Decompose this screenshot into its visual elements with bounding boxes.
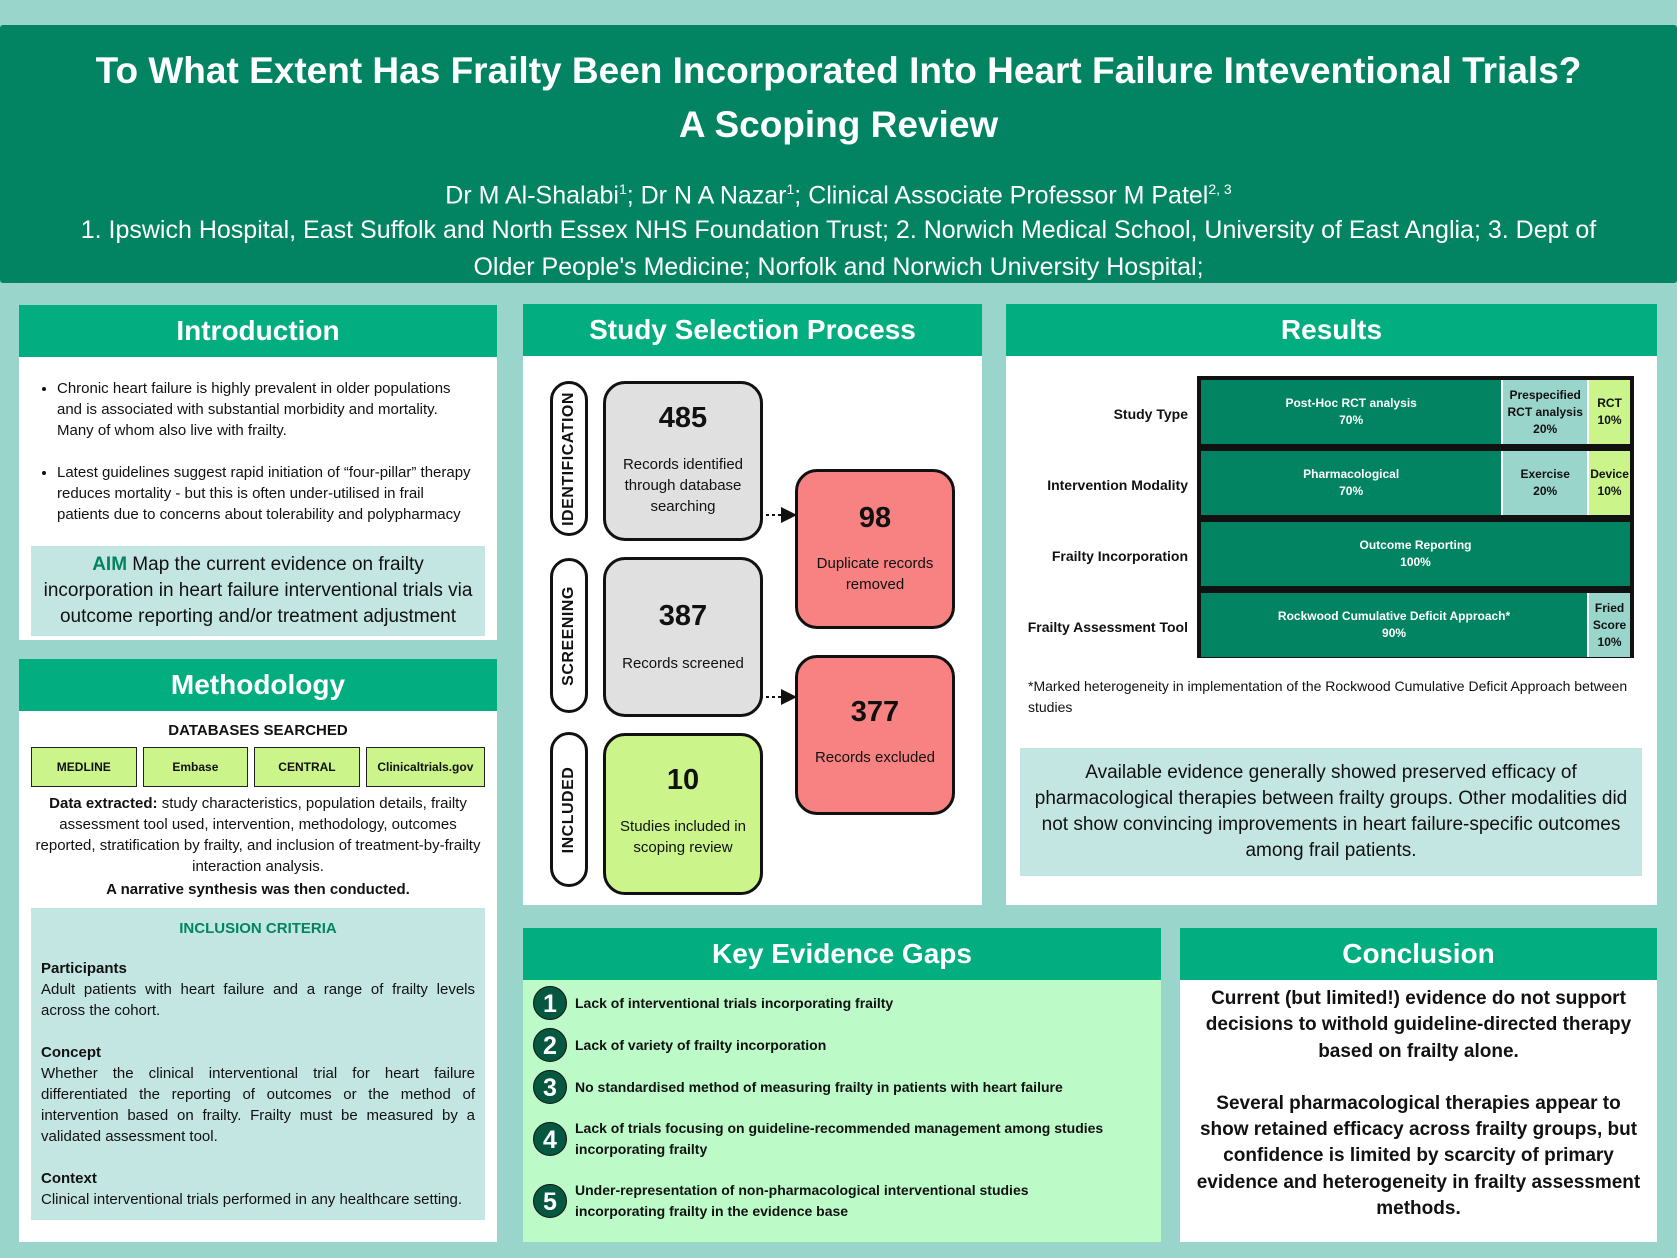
- intro-bullet-1: • Chronic heart failure is highly prevalent in older populations and is associated with substantial morbidity and mortality. Many of whom also live with frailty.: [57, 378, 477, 441]
- participants-heading: Participants: [41, 960, 127, 977]
- gap-item-4: [533, 1118, 1153, 1160]
- bar-segment-percent: 100%: [1400, 555, 1431, 569]
- bar-segment-label: Exercise: [1520, 467, 1570, 481]
- bar-segment-label: Prespecified RCT analysis: [1507, 387, 1583, 419]
- methodology-panel: [19, 659, 497, 1242]
- bar-row-frailty-incorporation: [1201, 522, 1630, 586]
- aim-text: Map the current evidence on frailty incorporation in heart failure interventional trials via outcome reporting and/or treatment adjustment: [43, 554, 473, 627]
- bar-segment-outcome-reporting: [1201, 522, 1630, 586]
- flow-diagram: [523, 356, 982, 911]
- identified-count: 485: [658, 402, 708, 434]
- bar-segment-label: Post-Hoc RCT analysis: [1285, 396, 1417, 410]
- stage-screening: [550, 558, 588, 713]
- results-heading: Results: [1006, 304, 1657, 356]
- bar-row-frailty-assessment-tool: [1201, 593, 1630, 657]
- identified-box: [603, 381, 763, 541]
- row-label-study-type: Study Type: [1113, 406, 1188, 422]
- conclusion-paragraph-1: Current (but limited!) evidence do not support decisions to withold guideline-directed therapy based on frailty alone.: [1205, 988, 1632, 1062]
- poster-header: [0, 25, 1677, 283]
- narrative-synthesis: A narrative synthesis was then conducted.: [106, 881, 410, 898]
- introduction-heading: Introduction: [19, 305, 497, 357]
- bar-row-intervention-modality: [1201, 451, 1630, 515]
- bar-segment-pharmacological: [1201, 451, 1501, 515]
- conclusion-spacer: [1194, 1065, 1643, 1091]
- bar-segment-label: RCT: [1597, 396, 1622, 410]
- concept-text: Whether the clinical interventional trial for heart failure differentiated the reporting of outcomes or the method of intervention based on frailty. Frailty must be measured by a validated assessment tool.: [41, 1065, 475, 1145]
- row-label-frailty-assessment-tool: Frailty Assessment Tool: [1027, 619, 1188, 635]
- row-label-intervention-modality: Intervention Modality: [1047, 477, 1188, 493]
- inclusion-criteria-title: INCLUSION CRITERIA: [179, 920, 337, 937]
- bar-segment-percent: 20%: [1533, 484, 1558, 498]
- results-footnote: *Marked heterogeneity in implementation of the Rockwood Cumulative Deficit Approach between studies: [1028, 678, 1628, 715]
- bar-segment-label: Pharmacological: [1303, 467, 1400, 481]
- study-selection-panel: [523, 304, 982, 905]
- bar-segment-percent: 10%: [1597, 634, 1622, 649]
- screened-box: [603, 557, 763, 717]
- context-heading: Context: [41, 1170, 97, 1187]
- gap-text-5: Under-representation of non-pharmacological interventional studies incorporating frailty in the evidence base: [575, 1182, 1029, 1219]
- bar-segment-exercise: [1501, 451, 1587, 515]
- included-count: 10: [666, 764, 700, 796]
- excluded-box: [795, 655, 955, 815]
- bar-segment-percent: 70%: [1339, 484, 1364, 498]
- aim-box: [31, 546, 485, 636]
- database-medline: MEDLINE: [31, 747, 137, 787]
- author-3-affil: 2, 3: [1208, 181, 1232, 197]
- bar-segment-rockwood-cumulative-deficit-approach: [1201, 593, 1587, 657]
- conclusion-heading: Conclusion: [1180, 928, 1657, 980]
- bar-row-study-type: [1201, 380, 1630, 444]
- affiliations: 1. Ipswich Hospital, East Suffolk and North Essex NHS Foundation Trust; 2. Norwich Medical School, University of East Anglia; 3. Dept of Older People's Medicine; Norfolk and Norwich University Hospital;: [80, 216, 1597, 282]
- bar-segment-percent: 70%: [1339, 413, 1364, 427]
- author-3: ; Clinical Associate Professor M Patel: [794, 181, 1209, 210]
- bar-segment-label: Fried Score: [1592, 600, 1627, 632]
- results-summary: Available evidence generally showed preserved efficacy of pharmacological therapies between frailty groups. Other modalities did not show convincing improvements in heart failure-specific outcomes among frail patients.: [1020, 748, 1642, 876]
- row-label-frailty-incorporation: Frailty Incorporation: [1051, 548, 1188, 564]
- conclusion-paragraph-2: Several pharmacological therapies appear to show retained efficacy across frailty groups, but confidence is limited by scarcity of primary evidence and heterogeneity in frailty assessment methods.: [1196, 1092, 1641, 1220]
- data-extracted-label: Data extracted:: [49, 795, 158, 812]
- gap-item-2: [533, 1028, 826, 1062]
- stage-included: [550, 732, 588, 887]
- stage-identification-label: IDENTIFICATION: [560, 391, 577, 526]
- introduction-panel: [19, 305, 497, 640]
- included-label: Studies included in scoping review: [620, 818, 746, 856]
- gap-text-4: Lack of trials focusing on guideline-recommended management among studies incorporating frailty: [575, 1120, 1104, 1157]
- aim-label: AIM: [92, 554, 128, 575]
- bar-segment-percent: 10%: [1597, 484, 1622, 498]
- excluded-count: 377: [850, 696, 900, 728]
- included-box: [603, 733, 763, 895]
- authors: [0, 172, 1677, 212]
- bar-segment-fried-score: [1587, 593, 1630, 657]
- evidence-gaps-heading: Key Evidence Gaps: [523, 928, 1161, 980]
- gap-number-5: 5: [533, 1184, 567, 1218]
- bar-segment-percent: 90%: [1382, 626, 1407, 640]
- duplicates-box: [795, 469, 955, 629]
- title-line-2: A Scoping Review: [678, 104, 999, 145]
- gap-number-4: 4: [533, 1122, 567, 1156]
- concept-heading: Concept: [41, 1044, 101, 1061]
- conclusion-body: [1180, 980, 1657, 1222]
- results-body: [1006, 356, 1657, 905]
- gap-item-5: [533, 1180, 1073, 1222]
- data-extracted: [19, 787, 497, 877]
- database-clinicaltrials: Clinicaltrials.gov: [366, 747, 485, 787]
- poster-title: [0, 25, 1677, 152]
- author-1-affil: 1: [618, 181, 627, 197]
- gap-number-1: 1: [533, 986, 567, 1020]
- gap-number-2: 2: [533, 1028, 567, 1062]
- gap-item-3: [533, 1070, 1063, 1104]
- database-central: CENTRAL: [254, 747, 360, 787]
- inclusion-criteria-box: [31, 908, 485, 1220]
- evidence-gaps-panel: [523, 928, 1161, 1242]
- bar-segment-percent: 10%: [1597, 413, 1622, 427]
- bar-segment-label: Rockwood Cumulative Deficit Approach*: [1277, 609, 1511, 623]
- stage-screening-label: SCREENING: [560, 585, 577, 686]
- gap-item-1: [533, 986, 893, 1020]
- databases-title: DATABASES SEARCHED: [168, 722, 348, 739]
- conclusion-panel: [1180, 928, 1657, 1242]
- duplicates-label: Duplicate records removed: [816, 555, 934, 593]
- gap-text-2: Lack of variety of frailty incorporation: [575, 1036, 827, 1053]
- screened-label: Records screened: [622, 655, 744, 672]
- bar-segment-post-hoc-rct-analysis: [1201, 380, 1501, 444]
- database-embase: Embase: [143, 747, 249, 787]
- bar-segment-label: Outcome Reporting: [1359, 538, 1472, 552]
- author-2: ; Dr N A Nazar: [626, 181, 787, 210]
- introduction-bullets: [19, 357, 497, 525]
- intro-bullet-2: • Latest guidelines suggest rapid initiation of “four-pillar” therapy reduces mortality - but this is often under-utilised in frail patients due to concerns about tolerability and polypharmacy: [57, 462, 477, 525]
- gap-text-1: Lack of interventional trials incorporating frailty: [575, 994, 894, 1011]
- duplicates-count: 98: [858, 502, 892, 534]
- data-extracted-text: study characteristics, population details, frailty assessment tool used, intervention, methodology, outcomes reported, stratification by frailty, and inclusion of treatment-by-frailty interaction analysis.: [35, 795, 481, 875]
- screened-count: 387: [658, 600, 708, 632]
- results-bar-chart: [1197, 376, 1634, 658]
- participants-text: Adult patients with heart failure and a range of frailty levels across the cohort.: [41, 981, 475, 1019]
- bar-segment-device: [1587, 451, 1630, 515]
- databases-row: [31, 747, 485, 787]
- study-selection-heading: Study Selection Process: [523, 304, 982, 356]
- author-2-affil: 1: [786, 181, 795, 197]
- stage-identification: [550, 381, 588, 536]
- author-1: Dr M Al-Shalabi: [445, 181, 619, 210]
- bar-segment-prespecified-rct-analysis: [1501, 380, 1587, 444]
- bar-segment-rct: [1587, 380, 1630, 444]
- excluded-label: Records excluded: [814, 749, 936, 766]
- title-line-1: To What Extent Has Frailty Been Incorporated Into Heart Failure Inteventional Trials?: [95, 50, 1582, 91]
- stage-included-label: INCLUDED: [560, 766, 577, 853]
- context-text: Clinical interventional trials performed in any healthcare setting.: [41, 1191, 463, 1208]
- gap-text-3: No standardised method of measuring frailty in patients with heart failure: [575, 1078, 1063, 1095]
- results-panel: [1006, 304, 1657, 905]
- methodology-heading: Methodology: [19, 659, 497, 711]
- identified-label: Records identified through database searching: [622, 456, 744, 515]
- bar-segment-label: Device: [1590, 467, 1629, 481]
- gap-number-3: 3: [533, 1070, 567, 1104]
- bar-segment-percent: 20%: [1533, 421, 1558, 436]
